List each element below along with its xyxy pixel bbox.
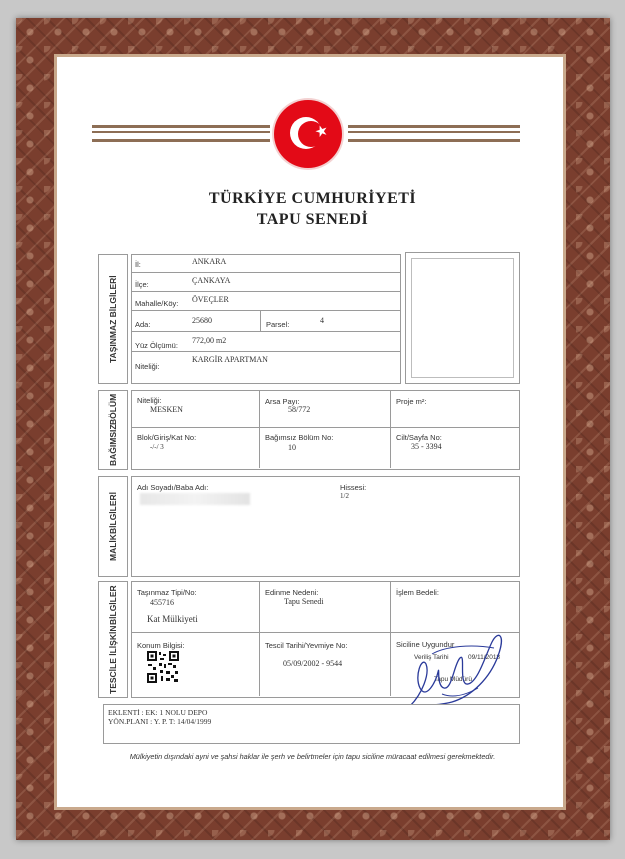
tasinmaz-tipi-value: 455716: [150, 598, 174, 607]
islem-bedeli-label: İşlem Bedeli:: [396, 588, 439, 597]
tapu-muduru-label: Tapu Müdürü: [434, 676, 472, 683]
kat-mulkiyeti-value: Kat Mülkiyeti: [147, 614, 198, 624]
tescil-label-line-2: BİLGİLER: [108, 585, 118, 626]
ad-soyad-label: Adı Soyadı/Baba Adı:: [137, 483, 209, 492]
parsel-label: Parsel:: [266, 320, 290, 329]
ilce-label: İlçe:: [135, 280, 149, 289]
niteligi-label: Niteliği:: [135, 362, 160, 371]
turkish-flag-emblem-icon: ★: [274, 100, 342, 168]
proje-label: Proje m²:: [396, 397, 427, 406]
eklenti-line-1: EKLENTİ : EK: 1 NOLU DEPO: [108, 708, 208, 717]
tescil-tarih-label: Tescil Tarihi/Yevmiye No:: [265, 641, 348, 650]
yuzolcumu-label: Yüz Ölçümü:: [135, 341, 178, 350]
tasinmaz-label-box: [98, 254, 128, 384]
redacted-owner-name: [140, 493, 250, 505]
photo-placeholder: [405, 252, 520, 384]
bagimsiz-niteligi-label: Niteliği:: [137, 396, 162, 405]
malik-label-box: [98, 476, 128, 577]
il-value: ANKARA: [192, 257, 227, 266]
signature: [402, 624, 512, 714]
document-title-line-1: TÜRKİYE CUMHURİYETİ: [208, 190, 417, 207]
right-header-rail: [348, 125, 520, 142]
tescil-label-box: [98, 581, 128, 698]
bagimsiz-label-box: [98, 390, 128, 470]
malik-label-line-2: BİLGİLERİ: [108, 492, 118, 535]
left-header-rail: [92, 125, 270, 142]
document-title-line-2: TAPU SENEDİ: [256, 211, 369, 228]
qr-code-icon: [147, 651, 179, 683]
blok-value: -/-/ 3: [150, 443, 164, 451]
edinme-value: Tapu Senedi: [284, 597, 324, 606]
arsa-payi-value: 58/772: [288, 405, 311, 414]
bagimsiz-section-label: [99, 391, 127, 469]
yuzolcumu-value: 772,00 m2: [192, 336, 227, 345]
tasinmaz-section-label: TAŞINMAZ BİLGİLERİ: [108, 275, 118, 363]
footer-note: Mülkiyetin dışındaki ayni ve şahsi haklar ile şerh ve belirtmeler için tapu siciline müracaat edilmesi gerekmektedir.: [129, 752, 496, 761]
il-label: İl:: [135, 260, 141, 269]
mahalle-value: ÖVEÇLER: [192, 295, 229, 304]
bagimsiz-niteligi-value: MESKEN: [150, 405, 183, 414]
hisse-value: 1/2: [340, 492, 349, 500]
verilis-tarihi-label: Veriliş Tarihi: [414, 654, 449, 661]
hisse-label: Hissesi:: [340, 483, 367, 492]
parsel-value: 4: [320, 316, 324, 325]
bagimsiz-label-line-1: BAĞIMSIZ: [108, 424, 118, 467]
mahalle-label: Mahalle/Köy:: [135, 299, 179, 308]
ilce-value: ÇANKAYA: [192, 276, 231, 285]
tasinmaz-tipi-label: Taşınmaz Tipi/No:: [137, 588, 197, 597]
blok-label: Blok/Giriş/Kat No:: [137, 433, 197, 442]
malik-label-line-1: MALİK: [108, 534, 118, 561]
tescil-section-label: [99, 582, 127, 697]
bagimsiz-no-label: Bağımsız Bölüm No:: [265, 433, 334, 442]
malik-section-label: [99, 477, 127, 576]
arsa-payi-label: Arsa Payı:: [265, 397, 300, 406]
konum-label: Konum Bilgisi:: [137, 641, 185, 650]
bagimsiz-no-value: 10: [288, 443, 296, 452]
tescil-tarih-value: 05/09/2002 - 9544: [283, 659, 343, 668]
tescil-label-line-1: TESCİLE İLİŞKİN: [108, 625, 118, 694]
sicil-uygundur-label: Siciline Uygundur: [396, 640, 455, 649]
niteligi-value: KARGİR APARTMAN: [192, 355, 268, 364]
ada-label: Ada:: [135, 320, 151, 329]
ada-value: 25680: [192, 316, 212, 325]
verilis-tarihi-value: 09/11/2018: [468, 654, 501, 661]
cilt-value: 35 - 3394: [411, 442, 442, 451]
eklenti-line-2: YÖN.PLANI : Y. P. T: 14/04/1999: [108, 717, 212, 726]
tasinmaz-info-table: [131, 254, 401, 384]
cilt-label: Cilt/Sayfa No:: [396, 433, 442, 442]
bagimsiz-info-table: [131, 390, 520, 470]
bagimsiz-label-line-2: BÖLÜM: [108, 393, 118, 425]
edinme-label: Edinme Nedeni:: [265, 588, 319, 597]
